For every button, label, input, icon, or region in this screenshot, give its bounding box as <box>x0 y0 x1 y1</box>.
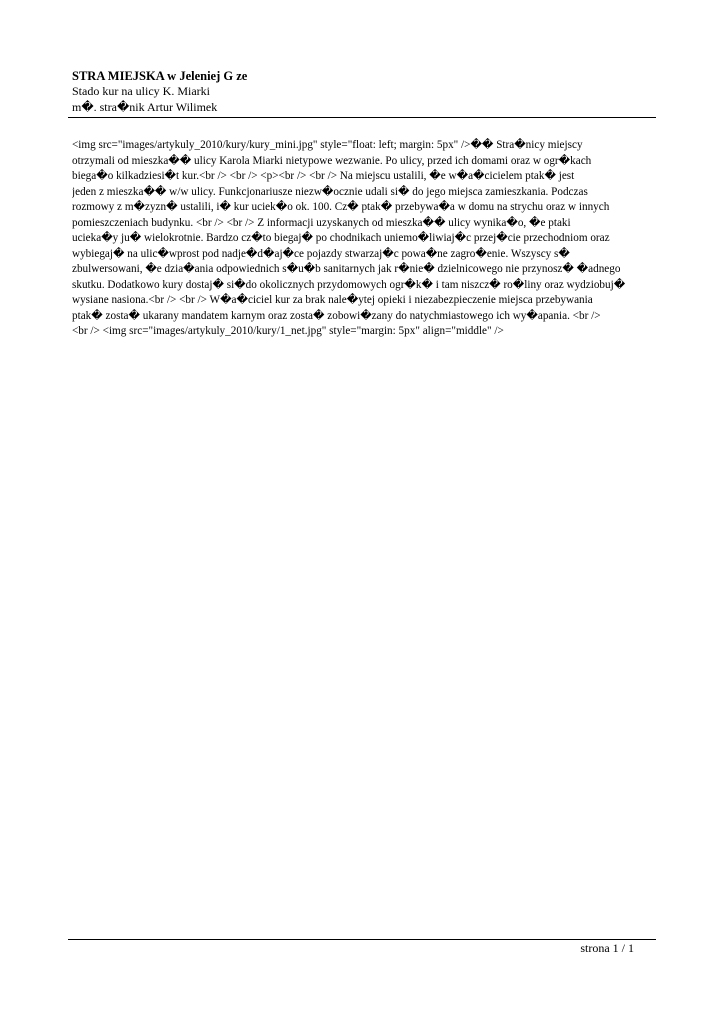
body-line: pomieszczeniach budynku. <br /> <br /> Z informacji uzyskanych od mieszka�� ulicy wynika�o, �e ptaki <box>72 216 571 229</box>
page-number: strona 1 / 1 <box>580 941 634 955</box>
body-line: wybiegaj� na ulic�wprost pod nadje�d�aj�ce pojazdy stwarzaj�c powa�ne zagro�enie. Wszyscy s� <box>72 247 570 260</box>
body-line: wysiane nasiona.<br /> <br /> W�a�ciciel kur za brak nale�ytej opieki i niezabezpieczenie miejsca przebywania <box>72 294 593 306</box>
body-line: <img src="images/artykuly_2010/kury/kury_mini.jpg" style="float: left; margin: 5px" />�� Stra�nicy miejscy <box>72 139 583 151</box>
header-divider <box>68 117 656 118</box>
body-line: ptak� zosta� ukarany mandatem karnym oraz zosta� zobowi�zany do natychmiastowego ich wy�apania. <br /> <box>72 309 601 322</box>
article-title: Stado kur na ulicy K. Miarki <box>72 84 210 98</box>
body-line: skutku. Dodatkowo kury dostaj� si�do okolicznych przydomowych ogr�k� i tam niszcz� ro�liny oraz wydziobuj� <box>72 278 626 291</box>
body-line: biega�o kilkadziesi�t kur.<br /> <br /> <p><br /> <br /> Na miejscu ustalili, �e w�a�cicielem ptak� jest <box>72 170 575 182</box>
body-line: otrzymali od mieszka�� ulicy Karola Miarki nietypowe wezwanie. Po ulicy, przed ich domami oraz w ogr�kach <box>72 154 592 167</box>
body-line: jeden z mieszka�� w/w ulicy. Funkcjonariusze niezw�ocznie udali si� do jego miejsca zamieszkania. Podczas <box>72 185 588 198</box>
article-body <box>72 138 648 340</box>
body-line: ucieka�y ju� wielokrotnie. Bardzo cz�to biegaj� po chodnikach uniemo�liwiaj�c przej�cie przechodniom oraz <box>72 232 610 244</box>
body-line: <br /> <img src="images/artykuly_2010/kury/1_net.jpg" style="margin: 5px" align="middle" /> <box>72 325 504 337</box>
footer-divider <box>68 939 656 940</box>
body-line: zbulwersowani, �e dzia�ania odpowiednich s�u�b sanitarnych jak r�nie� dzielnicowego nie przynosz� �adnego <box>72 263 621 275</box>
article-author: m�. stra�nik Artur Wilimek <box>72 99 218 114</box>
organization-title: STRA MIEJSKA w Jeleniej G ze <box>72 69 248 83</box>
document-header <box>72 68 656 115</box>
body-line: rozmowy z m�zyzn� ustalili, i� kur uciek�o ok. 100. Cz� ptak� przebywa�a w domu na strychu oraz w innych <box>72 201 610 213</box>
